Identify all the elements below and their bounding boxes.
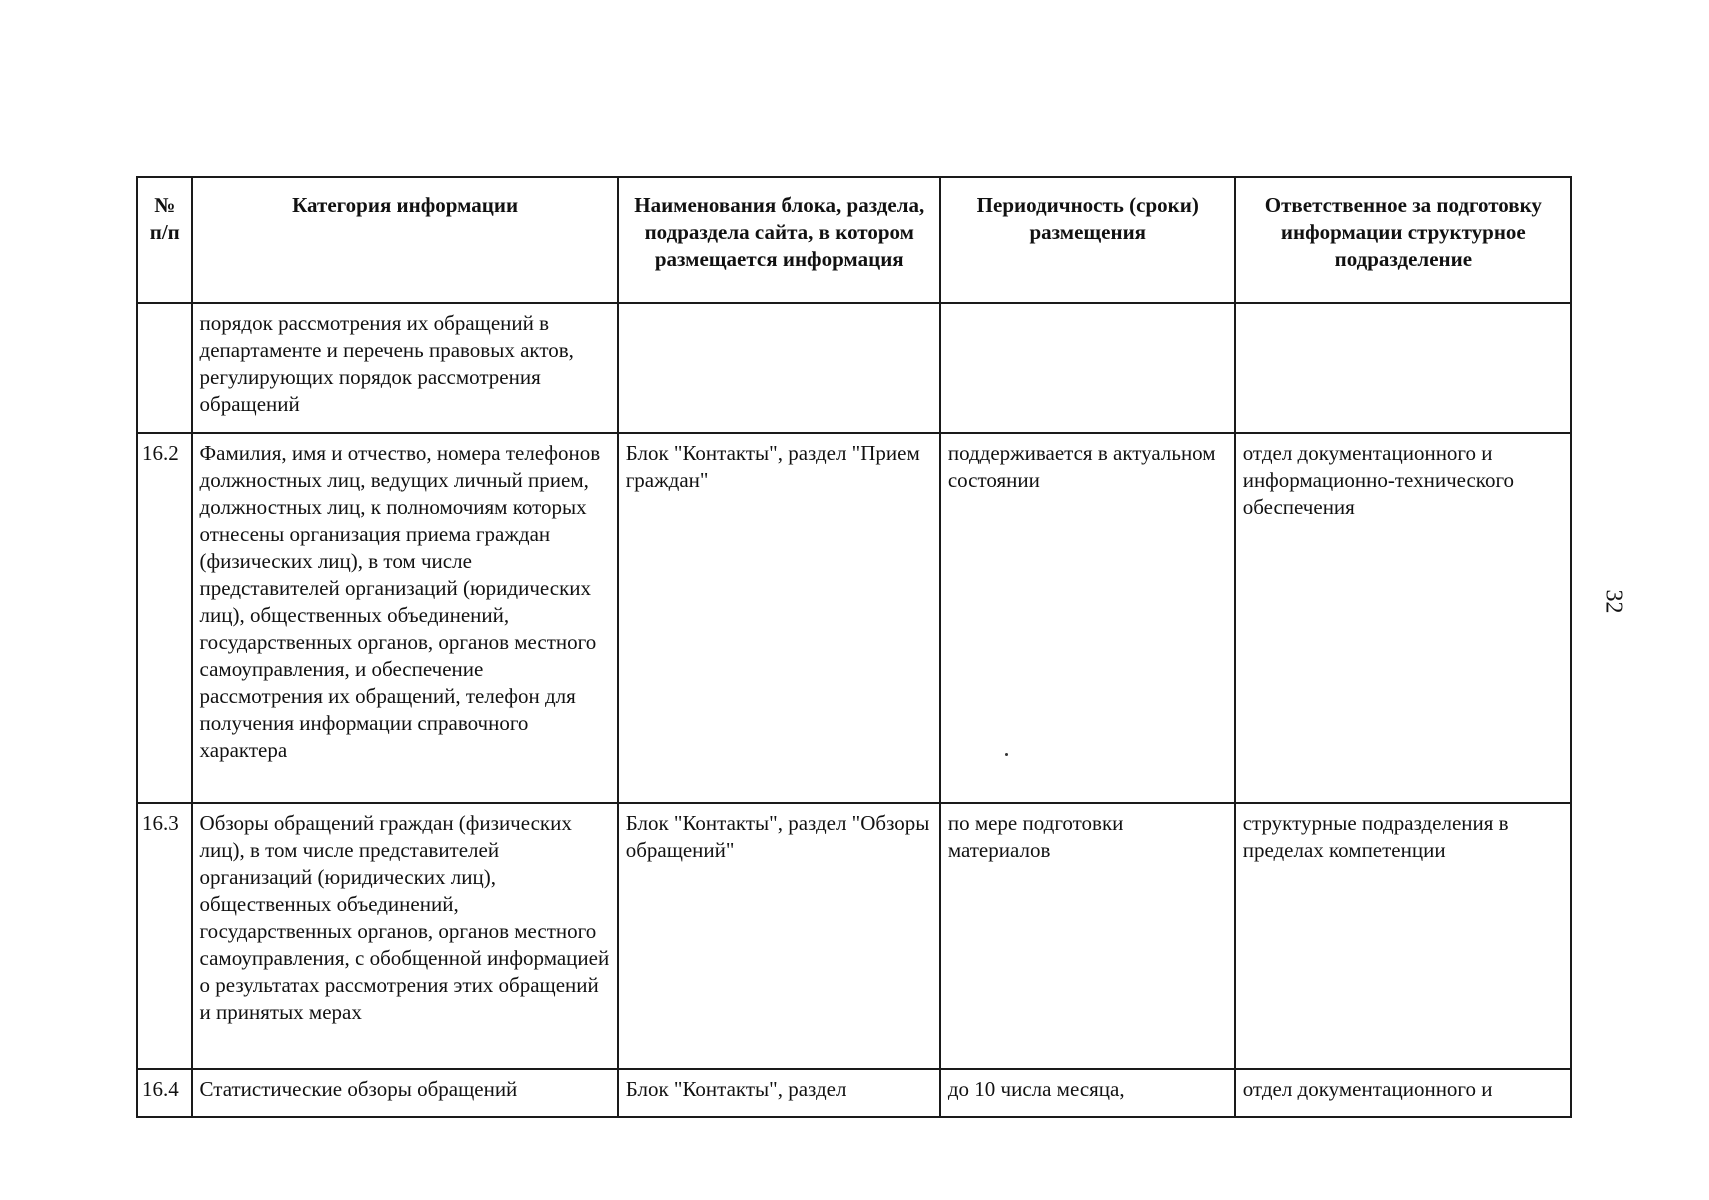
header-responsible: Ответственное за подготовку информации структурное подразделение <box>1235 177 1571 303</box>
cell-num: 16.2 <box>137 433 192 803</box>
table-header-row <box>137 177 1571 303</box>
cell-num <box>137 303 192 433</box>
cell-period: по мере подготовки материалов <box>940 803 1235 1069</box>
cell-block: Блок "Контакты", раздел <box>618 1069 940 1117</box>
table-row <box>137 803 1571 1069</box>
cell-block: Блок "Контакты", раздел "Обзоры обращений" <box>618 803 940 1069</box>
cell-responsible <box>1235 303 1571 433</box>
cell-num: 16.4 <box>137 1069 192 1117</box>
table-row <box>137 303 1571 433</box>
info-table <box>136 176 1572 1118</box>
table-row <box>137 1069 1571 1117</box>
cell-block: Блок "Контакты", раздел "Прием граждан" <box>618 433 940 803</box>
cell-responsible: отдел документационного и информационно-технического обеспечения <box>1235 433 1571 803</box>
header-block: Наименования блока, раздела, подраздела сайта, в котором размещается информация <box>618 177 940 303</box>
cell-period: поддерживается в актуальном состоянии <box>940 433 1235 803</box>
cell-responsible: структурные подразделения в пределах компетенции <box>1235 803 1571 1069</box>
cell-period: до 10 числа месяца, <box>940 1069 1235 1117</box>
page-number: 32 <box>1600 589 1627 614</box>
header-num: № п/п <box>137 177 192 303</box>
header-category: Категория информации <box>192 177 618 303</box>
cell-category: Статистические обзоры обращений <box>192 1069 618 1117</box>
cell-category: Фамилия, имя и отчество, номера телефонов должностных лиц, ведущих личный прием, должностных лиц, к полномочиям которых отнесены организация приема граждан (физических лиц), в том числе представителей организаций (юридических лиц), общественных объединений, государственных органов, органов местного самоуправления, и обеспечение рассмотрения их обращений, телефон для получения информации справочного характера <box>192 433 618 803</box>
cell-responsible: отдел документационного и <box>1235 1069 1571 1117</box>
table-row <box>137 433 1571 803</box>
scan-speck <box>1005 753 1008 756</box>
cell-category: Обзоры обращений граждан (физических лиц), в том числе представителей организаций (юридических лиц), общественных объединений, государственных органов, органов местного самоуправления, с обобщенной информацией о результатах рассмотрения этих обращений и принятых мерах <box>192 803 618 1069</box>
cell-block <box>618 303 940 433</box>
cell-num: 16.3 <box>137 803 192 1069</box>
cell-category: порядок рассмотрения их обращений в департаменте и перечень правовых актов, регулирующих порядок рассмотрения обращений <box>192 303 618 433</box>
cell-period <box>940 303 1235 433</box>
header-period: Периодичность (сроки) размещения <box>940 177 1235 303</box>
